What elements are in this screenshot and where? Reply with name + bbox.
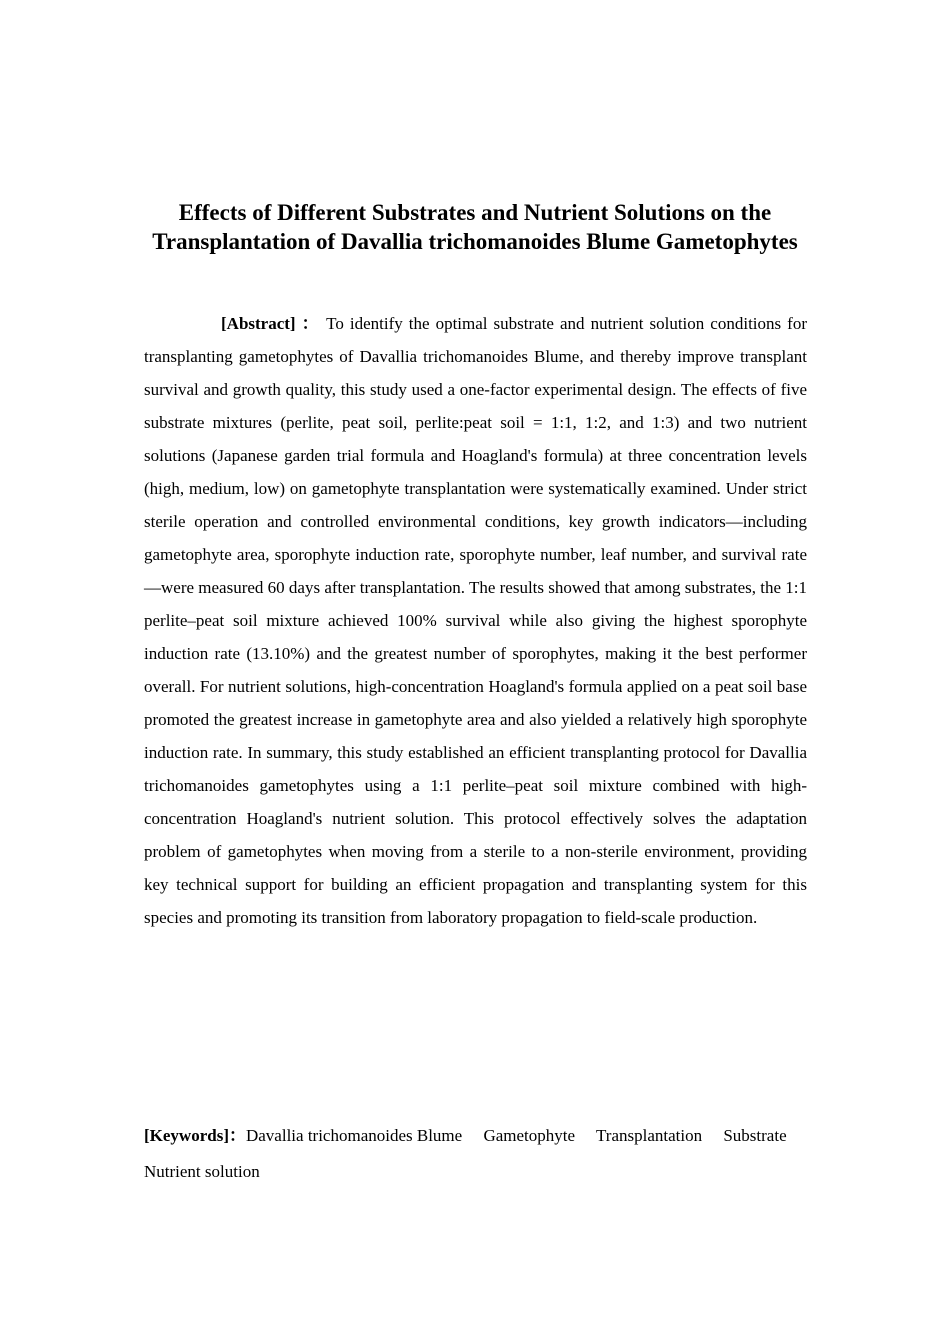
keyword-item: Substrate (723, 1126, 787, 1145)
keyword-item: Davallia trichomanoides Blume (245, 1126, 463, 1145)
abstract-label: [Abstract] ： (221, 314, 321, 333)
keyword-item: Gametophyte (483, 1126, 576, 1145)
abstract-paragraph (144, 307, 807, 934)
paper-title: Effects of Different Substrates and Nutrient Solutions on the Transplantation of Davallia trichomanoides Blume Gametophytes (152, 200, 798, 254)
keywords-section (144, 1118, 807, 1190)
abstract-text: To identify the optimal substrate and nutrient solution conditions for transplanting gametophytes of Davallia trichomanoides Blume, and thereby improve transplant survival and growth quality, this study used a one-factor experimental design. The effects of five substrate mixtures (perlite, peat soil, perlite:peat soil = 1:1, 1:2, and 1:3) and two nutrient solutions (Japanese garden trial formula and Hoagland's formula) at three concentration levels (high, medium, low) on gametophyte transplantation were systematically examined. Under strict sterile operation and controlled environmental conditions, key growth indicators—including gametophyte area, sporophyte induction rate, sporophyte number, leaf number, and survival rate—were measured 60 days after transplantation. The results showed that among substrates, the 1:1 perlite–peat soil mixture achieved 100% survival while also giving the highest sporophyte induction rate (13.10%) and the greatest number of sporophytes, making it the best performer overall. For nutrient solutions, high-concentration Hoagland's formula applied on a peat soil base promoted the greatest increase in gametophyte area and also yielded a relatively high sporophyte induction rate. In summary, this study established an efficient transplanting protocol for Davallia trichomanoides gametophytes using a 1:1 perlite–peat soil mixture combined with high-concentration Hoagland's nutrient solution. This protocol effectively solves the adaptation problem of gametophytes when moving from a sterile to a non-sterile environment, providing key technical support for building an efficient propagation and transplanting system for this species and promoting its transition from laboratory propagation to field-scale production. (144, 314, 807, 927)
keyword-item: Transplantation (596, 1126, 703, 1145)
keyword-item: Nutrient solution (144, 1162, 260, 1181)
keywords-label: [Keywords]： (144, 1126, 246, 1145)
